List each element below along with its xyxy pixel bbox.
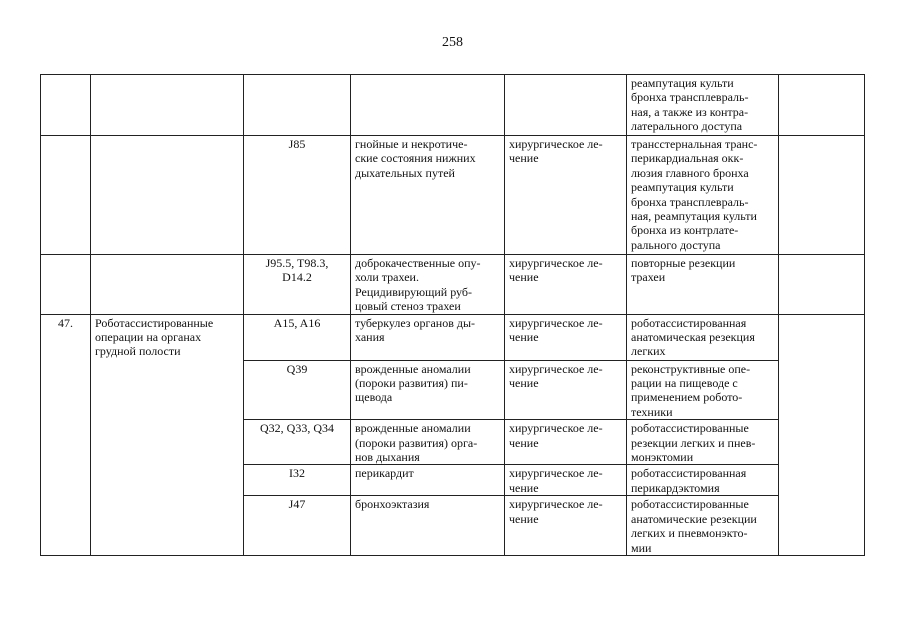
cell-model: гнойные и некротиче- ские состояния нижних дыхательных путей — [351, 136, 505, 255]
cell-treatment-type: хирургическое ле- чение — [505, 465, 627, 496]
table-row — [41, 255, 865, 315]
cell-method: реконструктивные опе- рации на пищеводе с применением робото- техники — [627, 360, 779, 420]
cell-method: роботассистированная анатомическая резекция легких — [627, 314, 779, 360]
cell-model: туберкулез органов ды- хания — [351, 314, 505, 360]
cell-treatment-type: хирургическое ле- чение — [505, 136, 627, 255]
cell-model: бронхоэктазия — [351, 496, 505, 556]
cell-number — [41, 136, 91, 255]
table-row — [41, 75, 865, 136]
cell-treatment-type — [505, 75, 627, 136]
cell-name: Роботассистированные операции на органах грудной полости — [91, 314, 244, 555]
cell-code: J95.5, T98.3, D14.2 — [244, 255, 351, 315]
cell-extra — [779, 314, 865, 555]
cell-name — [91, 75, 244, 136]
table-row — [41, 314, 865, 360]
cell-method: повторные резекции трахеи — [627, 255, 779, 315]
cell-method: роботассистированные анатомические резекции легких и пневмонэкто- мии — [627, 496, 779, 556]
cell-model: врожденные аномалии (пороки развития) пи- щевода — [351, 360, 505, 420]
cell-treatment-type: хирургическое ле- чение — [505, 255, 627, 315]
cell-number: 47. — [41, 314, 91, 555]
cell-number — [41, 75, 91, 136]
cell-code: Q32, Q33, Q34 — [244, 420, 351, 465]
table-row — [41, 136, 865, 255]
cell-treatment-type: хирургическое ле- чение — [505, 360, 627, 420]
cell-model: перикардит — [351, 465, 505, 496]
cell-treatment-type: хирургическое ле- чение — [505, 314, 627, 360]
cell-code: Q39 — [244, 360, 351, 420]
cell-treatment-type: хирургическое ле- чение — [505, 496, 627, 556]
cell-name — [91, 136, 244, 255]
cell-extra — [779, 136, 865, 255]
page-number: 258 — [442, 35, 463, 50]
cell-code: A15, A16 — [244, 314, 351, 360]
cell-model: врожденные аномалии (пороки развития) орга- нов дыхания — [351, 420, 505, 465]
cell-method: трансстернальная транс- перикардиальная окк- люзия главного бронха реампутация культи бронха трансплевраль- ная, реампутация культи бронха из контрлате- рального доступа — [627, 136, 779, 255]
cell-number — [41, 255, 91, 315]
procedures-table — [40, 74, 865, 556]
cell-name — [91, 255, 244, 315]
cell-extra — [779, 75, 865, 136]
cell-code: J85 — [244, 136, 351, 255]
cell-extra — [779, 255, 865, 315]
cell-model: доброкачественные опу- холи трахеи. Рецидивирующий руб- цовый стеноз трахеи — [351, 255, 505, 315]
cell-code: I32 — [244, 465, 351, 496]
cell-method: реампутация культи бронха трансплевраль- ная, а также из контра- латерального доступа — [627, 75, 779, 136]
cell-code: J47 — [244, 496, 351, 556]
cell-method: роботассистированные резекции легких и пнев- монэктомии — [627, 420, 779, 465]
cell-treatment-type: хирургическое ле- чение — [505, 420, 627, 465]
cell-method: роботассистированная перикардэктомия — [627, 465, 779, 496]
cell-code — [244, 75, 351, 136]
cell-model — [351, 75, 505, 136]
